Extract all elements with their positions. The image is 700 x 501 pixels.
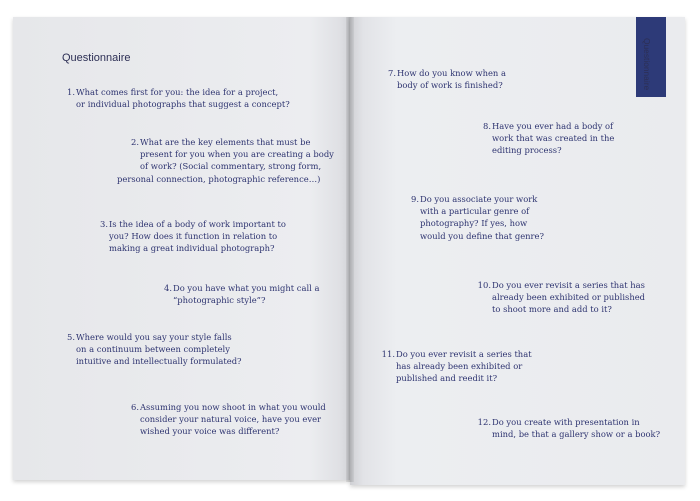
question-number: 7. bbox=[388, 68, 396, 78]
question-line: to shoot more and add to it? bbox=[492, 304, 612, 315]
question-line: already been exhibited or published bbox=[492, 292, 646, 303]
question-line: or individual photographs that suggest a concept? bbox=[76, 99, 290, 110]
question-line: Assuming you now shoot in what you would bbox=[140, 402, 326, 412]
question-line: has already been exhibited or bbox=[396, 361, 523, 372]
question-6 bbox=[117, 401, 326, 438]
question-9 bbox=[397, 193, 544, 242]
question-line: wished your voice was different? bbox=[140, 426, 280, 437]
question-line: Do you associate your work bbox=[420, 194, 538, 204]
question-12 bbox=[469, 416, 660, 440]
question-line: Do you have what you might call a bbox=[173, 283, 320, 293]
question-line: What comes first for you: the idea for a project, bbox=[76, 87, 279, 97]
question-number: 4. bbox=[164, 283, 172, 293]
question-line: intuitive and intellectually formulated? bbox=[76, 356, 242, 367]
question-number: 3. bbox=[100, 219, 108, 229]
question-number: 1. bbox=[67, 87, 75, 97]
question-8 bbox=[469, 120, 614, 157]
question-line: What are the key elements that must be bbox=[140, 137, 311, 147]
question-line: body of work is finished? bbox=[397, 80, 503, 91]
question-10 bbox=[469, 279, 645, 316]
question-5 bbox=[53, 331, 242, 368]
question-number: 2. bbox=[131, 137, 139, 147]
question-line: Do you ever revisit a series that bbox=[396, 349, 532, 359]
question-line: would you define that genre? bbox=[420, 230, 544, 241]
book-gutter bbox=[346, 17, 354, 482]
question-number: 5. bbox=[67, 332, 75, 342]
question-number: 9. bbox=[411, 194, 419, 204]
question-line: How do you know when a bbox=[397, 68, 506, 78]
question-11 bbox=[373, 348, 532, 385]
question-2 bbox=[117, 136, 334, 185]
page-title: Questionnaire bbox=[62, 52, 131, 64]
question-line: with a particular genre of bbox=[420, 206, 530, 217]
question-line: present for you when you are creating a body bbox=[140, 149, 334, 160]
question-7 bbox=[374, 67, 506, 91]
question-number: 10. bbox=[477, 280, 491, 290]
question-line: Do you ever revisit a series that has bbox=[492, 280, 645, 290]
question-4 bbox=[150, 282, 320, 306]
question-number: 12. bbox=[477, 417, 491, 427]
section-side-label: Questionnaire bbox=[642, 38, 652, 91]
question-3 bbox=[86, 218, 286, 255]
question-line: Where would you say your style falls bbox=[76, 332, 232, 342]
question-line: published and reedit it? bbox=[396, 373, 498, 384]
question-line: Is the idea of a body of work important to bbox=[109, 219, 286, 229]
question-line: “photographic style”? bbox=[173, 295, 266, 306]
question-line: photography? If yes, how bbox=[420, 218, 528, 229]
question-line: consider your natural voice, have you ever bbox=[140, 414, 322, 425]
question-line: work that was created in the bbox=[492, 133, 615, 144]
question-number: 6. bbox=[131, 402, 139, 412]
question-1 bbox=[53, 86, 290, 110]
question-line: Have you ever had a body of bbox=[492, 121, 614, 131]
question-line: of work? (Social commentary, strong form, bbox=[140, 161, 322, 172]
question-line: on a continuum between completely bbox=[76, 344, 230, 355]
question-line: you? How does it function in relation to bbox=[109, 231, 278, 242]
question-line: personal connection, photographic reference…) bbox=[117, 173, 321, 184]
question-line: making a great individual photograph? bbox=[109, 243, 275, 254]
question-number: 11. bbox=[381, 349, 395, 359]
question-line: mind, be that a gallery show or a book? bbox=[492, 429, 661, 440]
question-number: 8. bbox=[483, 121, 491, 131]
question-line: editing process? bbox=[492, 145, 562, 156]
question-line: Do you create with presentation in bbox=[492, 417, 640, 427]
